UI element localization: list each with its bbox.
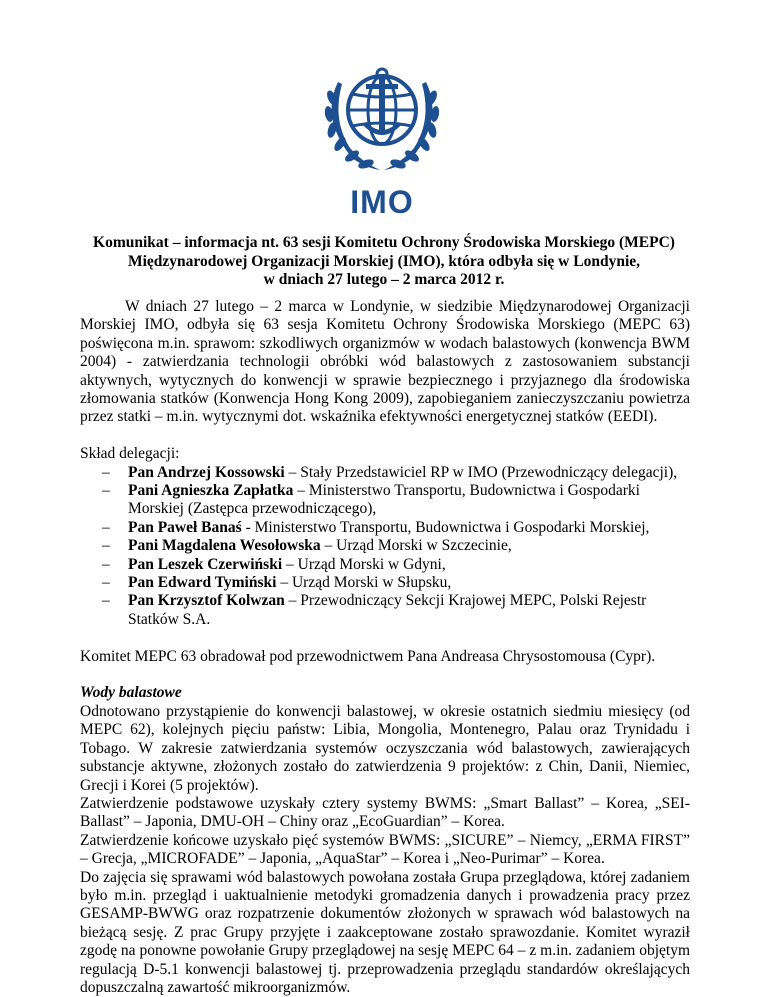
member-desc: – Przewodniczący Sekcji Krajowej MEPC, Polski Rejestr Statków S.A. <box>128 592 647 628</box>
dash-bullet-icon: – <box>102 592 110 610</box>
list-item <box>80 519 690 537</box>
list-item <box>80 574 690 592</box>
member-desc: – Stały Przedstawiciel RP w IMO (Przewodniczący delegacji), <box>284 463 678 481</box>
imo-emblem-icon <box>302 58 462 180</box>
ballast-paragraph: Odnotowano przystąpienie do konwencji balastowej, w okresie ostatnich siedmiu miesięcy (od MEPC 62), kolejnych pięciu państw: Libia, Mongolia, Montenegro, Palau oraz Trynidadu i Tobago. W zakresie zatwierdzania systemów oczyszczania wód balastowych, zawierających substancje aktywne, złożonych zostało do zatwierdzenia 9 projektów: z Chin, Danii, Niemiec, Grecji i Korei (5 projektów). <box>80 702 690 794</box>
delegation-heading: Skład delegacji: <box>80 445 180 463</box>
dash-bullet-icon: – <box>102 463 110 481</box>
member-desc: – Urząd Morski w Gdyni, <box>282 555 446 573</box>
list-item <box>80 556 690 574</box>
member-name: Pan Edward Tymiński <box>128 574 277 592</box>
member-name: Pan Andrzej Kossowski <box>128 463 285 481</box>
member-name: Pani Magdalena Wesołowska <box>128 537 321 555</box>
delegation-list <box>80 464 690 630</box>
document-title <box>80 234 688 290</box>
dash-bullet-icon: – <box>102 482 110 500</box>
member-desc: - Ministerstwo Transportu, Budownictwa i Gospodarki Morskiej, <box>241 518 650 536</box>
member-desc: – Urząd Morski w Słupsku, <box>276 574 452 592</box>
title-line: Międzynarodowej Organizacji Morskiej (IMO), która odbyła się w Londynie, <box>127 252 641 270</box>
member-name: Pan Leszek Czerwiński <box>128 555 283 573</box>
chair-paragraph: Komitet MEPC 63 obradował pod przewodnictwem Pana Andreasa Chrysostomousa (Cypr). <box>80 647 656 665</box>
member-name: Pan Paweł Banaś <box>128 518 242 536</box>
intro-paragraph: W dniach 27 lutego – 2 marca w Londynie, w siedzibie Międzynarodowej Organizacji Morskiej IMO, odbyła się 63 sesja Komitetu Ochrony Środowiska Morskiego (MEPC 63) poświęcona m.in. sprawom: szkodliwych organizmów w wodach balastowych (konwencja BWM 2004) - zatwierdzania technologii obróbki wód balastowych z zastosowaniem substancji aktywnych, wytycznych do konwencji w sprawie bezpiecznego i przyjaznego dla środowiska złomowania statków (Konwencja Hong Kong 2009), zapobieganiem zanieczyszczaniu powietrza przez statki – m.in. wytycznymi dot. wskaźnika efektywności energetycznej statków (EEDI). <box>80 298 690 426</box>
member-desc: – Urząd Morski w Szczecinie, <box>320 537 512 555</box>
ballast-paragraph: Zatwierdzenie końcowe uzyskało pięć systemów BWMS: „SICURE” – Niemcy, „ERMA FIRST” – Grecja, „MICROFADE” – Japonia, „AquaStar” – Korea i „Neo-Purimar” – Korea. <box>80 831 690 868</box>
document-body <box>80 298 690 997</box>
ballast-paragraph: Do zajęcia się sprawami wód balastowych powołana została Grupa przeglądowa, której zadaniem było m.in. przegląd i uaktualnienie metodyki gromadzenia danych i prowadzenia pracy przez GESAMP-BWWG oraz rozpatrzenie dokumentów złożonych w sprawach wód balastowych na bieżącą sesję. Z prac Grupy przyjęte i zaakceptowane zostało sprawozdanie. Komitet wyraził zgodę na ponowne powołanie Grupy przeglądowej na sesję MEPC 64 – z m.in. zadaniem objętym regulacją D-5.1 konwencji balastowej tj. przeprowadzenia przeglądu standardów określających dopuszczalną zawartość mikroorganizmów. <box>80 868 690 996</box>
list-item <box>80 537 690 555</box>
list-item <box>80 592 690 629</box>
member-name: Pani Agnieszka Zapłatka <box>128 482 294 500</box>
member-name: Pan Krzysztof Kolwzan <box>128 592 285 610</box>
dash-bullet-icon: – <box>102 537 110 555</box>
ballast-paragraph: Zatwierdzenie podstawowe uzyskały cztery systemy BWMS: „Smart Ballast” – Korea, „SEI-Ballast” – Japonia, DMU-OH – Chiny oraz „EcoGuardian” – Korea. <box>80 794 690 831</box>
member-desc: – Ministerstwo Transportu, Budownictwa i Gospodarki Morskiej (Zastępca przewodniczącego), <box>128 482 640 518</box>
dash-bullet-icon: – <box>102 555 110 573</box>
ballast-heading: Wody balastowe <box>80 684 182 702</box>
imo-logo <box>302 58 462 220</box>
dash-bullet-icon: – <box>102 518 110 536</box>
list-item <box>80 464 690 482</box>
title-line: Komunikat – informacja nt. 63 sesji Komitetu Ochrony Środowiska Morskiego (MEPC) <box>93 234 675 251</box>
logo-text: IMO <box>350 184 414 220</box>
list-item <box>80 482 690 519</box>
dash-bullet-icon: – <box>102 574 110 592</box>
title-line: w dniach 27 lutego – 2 marca 2012 r. <box>263 271 505 288</box>
